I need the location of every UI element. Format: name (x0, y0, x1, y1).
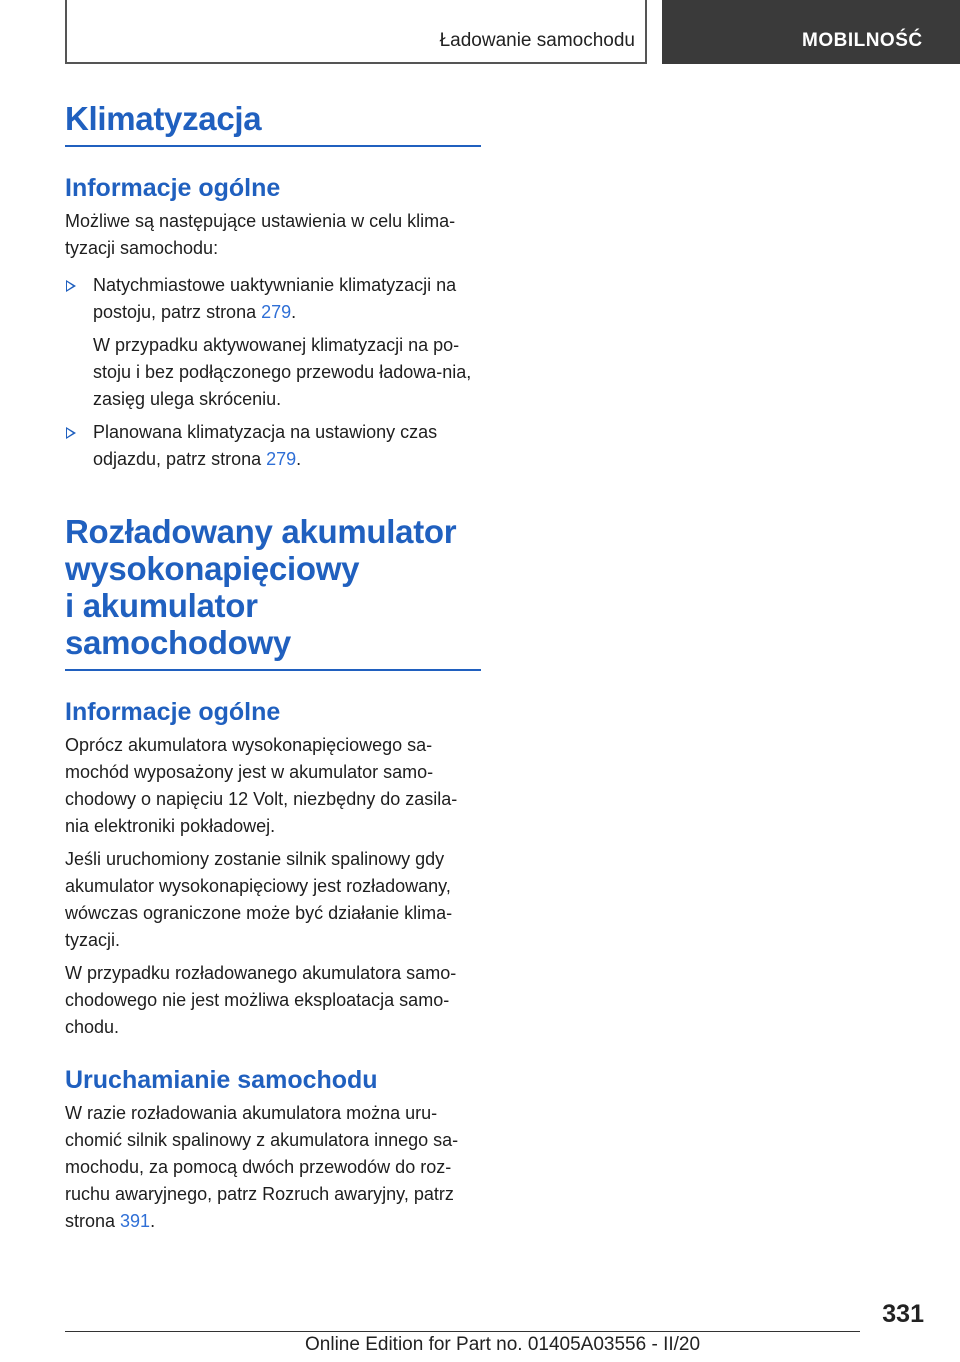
bullet-text: Natychmiastowe uaktywnianie klimatyzacji na postoju, patrz strona 279. (93, 275, 457, 322)
triangle-bullet-icon (66, 280, 76, 292)
page-link-391[interactable]: 391 (120, 1211, 151, 1231)
subsection-title-info: Informacje ogólne (65, 174, 281, 202)
header-section-tab (662, 0, 960, 64)
bullet-list (65, 272, 481, 473)
paragraph-intro: Możliwe są następujące ustawienia w celu klima‐tyzacji samochodu: (65, 211, 456, 258)
page-link-279[interactable]: 279 (261, 302, 292, 322)
subsection-title-info-2: Informacje ogólne (65, 698, 281, 726)
section-title-klimatyzacja: Klimatyzacja (65, 100, 481, 147)
footer-edition: Online Edition for Part no. 01405A03556 - II/20 (305, 1334, 701, 1355)
paragraph: W przypadku rozładowanego akumulatora samo‐chodowego nie jest możliwa eksploatacja samo‐chodu. (65, 963, 457, 1037)
page-link-279[interactable]: 279 (266, 449, 297, 469)
page-number: 331 (882, 1300, 924, 1328)
bullet-note: W przypadku aktywowanej klimatyzacji na po‐stoju i bez podłączonego przewodu ładowa‐nia, zasięg ulega skróceniu. (93, 335, 472, 409)
list-item (65, 419, 481, 473)
list-item (65, 272, 481, 413)
subsection-title-start: Uruchamianie samochodu (65, 1066, 378, 1094)
triangle-bullet-icon (66, 427, 76, 439)
paragraph: Jeśli uruchomiony zostanie silnik spalinowy gdy akumulator wysokonapięciowy jest rozładowany, wówczas ograniczone może być działanie klima‐tyzacji. (65, 849, 453, 950)
footer-divider (65, 1331, 860, 1332)
bullet-text: Planowana klimatyzacja na ustawiony czas odjazdu, patrz strona 279. (93, 422, 438, 469)
paragraph: Oprócz akumulatora wysokonapięciowego sa‐mochód wyposażony jest w akumulator samo‐chodowy o napięciu 12 Volt, niezbędny do zasila‐nia elektroniki pokładowej. (65, 735, 458, 836)
paragraph: W razie rozładowania akumulatora można uru‐chomić silnik spalinowy z akumulatora innego sa‐mochodu, za pomocą dwóch przewodów do roz‐ruchu awaryjnego, patrz Rozruch awaryjny, patrz strona 391. (65, 1103, 459, 1231)
header-chapter: Ładowanie samochodu (439, 30, 635, 51)
main-content (65, 100, 481, 1235)
header-section-label: MOBILNOŚĆ (802, 30, 923, 51)
section-title-battery: Rozładowany akumulator wysokonapięciowy i akumulator samochodowy (65, 513, 481, 671)
